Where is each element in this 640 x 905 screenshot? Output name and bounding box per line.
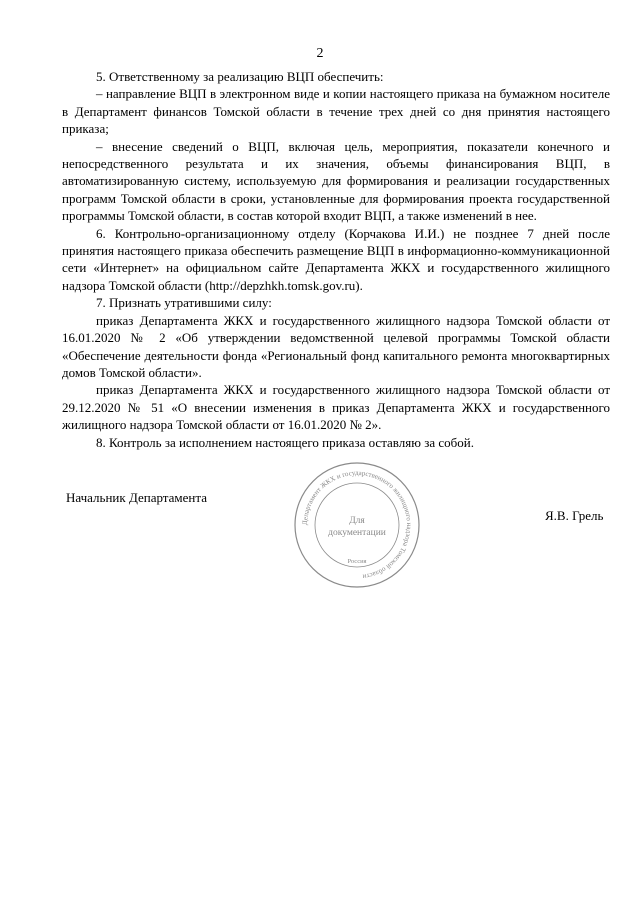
- stamp-country: Россия: [347, 558, 367, 565]
- paragraph-6: 6. Контрольно-организационному отделу (Корчакова И.И.) не позднее 7 дней после принятия настоящего приказа обеспечить размещение ВЦП в информационно-коммуникационной сети «Интернет» на официальном сайте Департамента ЖКХ и государственного жилищного надзора Томской области (http://depzhkh.tomsk.gov.ru).: [62, 225, 610, 293]
- paragraph-7-item-2: приказ Департамента ЖКХ и государственного жилищного надзора Томской области от 29.12.2020 № 51 «О внесении изменения в приказ Департамента ЖКХ и государственного жилищного надзора Томской области от 16.01.2020 № 2».: [62, 382, 610, 433]
- stamp-center-line-2: документации: [328, 528, 386, 538]
- paragraph-5-item-2: – внесение сведений о ВЦП, включая цель, мероприятия, показатели конечного и непосредственного результата и их значения, объемы финансирования ВЦП, в автоматизированную систему, используемую для формирования и реализации государственных программ Томской области в сроки, установленные для формирования проекта государственной программы Томской области, в состав которой входит ВЦП, а также изменений в нее.: [62, 138, 610, 224]
- paragraph-7: 7. Признать утратившими силу:: [96, 295, 272, 311]
- stamp-ring-text: Департамент ЖКХ и государственного жилищного надзора Томской области: [300, 468, 414, 581]
- document-body: [62, 68, 610, 451]
- signer-position: Начальник Департамента: [66, 490, 207, 505]
- signer-name: Я.В. Грель: [545, 508, 604, 523]
- paragraph-7-item-1: приказ Департамента ЖКХ и государственного жилищного надзора Томской области от 16.01.2020 № 2 «Об утверждении ведомственной целевой программы Томской области «Обеспечение деятельности фонда «Региональный фонд капитального ремонта многоквартирных домов Томской области».: [62, 312, 610, 380]
- page-number: 2: [316, 46, 324, 61]
- paragraph-8: 8. Контроль за исполнением настоящего приказа оставляю за собой.: [96, 434, 474, 450]
- paragraph-5-item-1: – направление ВЦП в электронном виде и копии настоящего приказа на бумажном носителе в Департамент финансов Томской области в течение трех дней со дня принятия настоящего приказа;: [62, 86, 610, 137]
- official-stamp: [293, 461, 421, 589]
- paragraph-5: 5. Ответственному за реализацию ВЦП обеспечить:: [96, 69, 384, 84]
- signature-block: [0, 458, 640, 598]
- stamp-center-line-1: Для: [349, 516, 365, 526]
